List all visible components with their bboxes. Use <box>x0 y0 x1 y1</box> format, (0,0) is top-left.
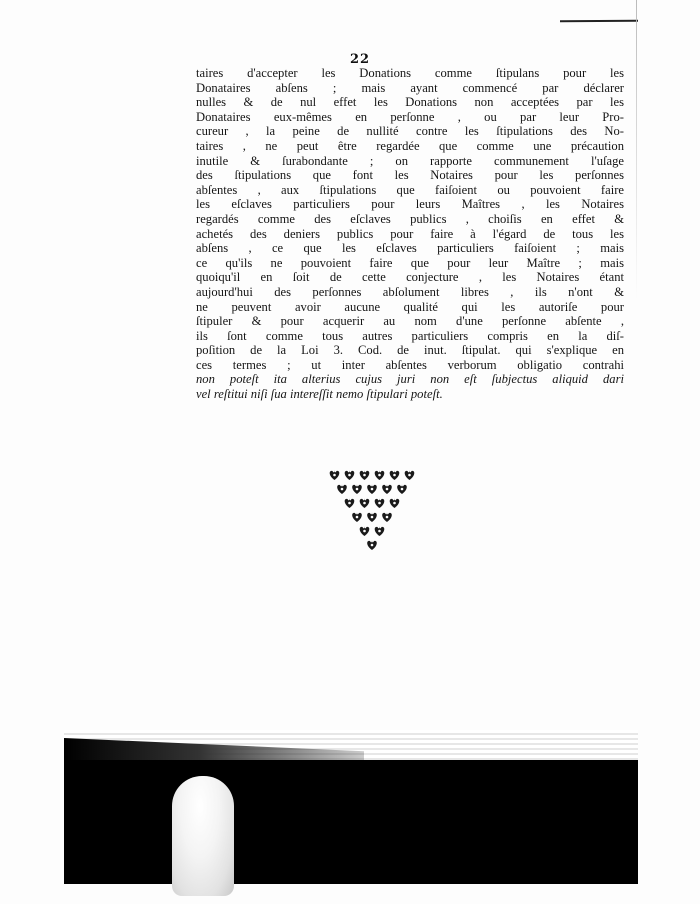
fleuron-leaf-icon <box>405 470 415 480</box>
text-line: abſentes , aux ſtipulations que faiſoient ou pouvoient faire <box>196 182 624 197</box>
page-edge-right <box>636 0 637 300</box>
fleuron-leaf-icon <box>352 512 362 522</box>
text-line: Donataires eux-mêmes en perſonne , ou par leur Pro- <box>196 109 624 124</box>
text-line: poſition de la Loi 3. Cod. de inut. ſtipulat. qui s'explique en <box>196 343 624 358</box>
page-number: 22 <box>349 52 371 67</box>
fleuron-leaf-icon <box>390 498 400 508</box>
text-line: Donataires abſens ; mais ayant commencé par déclarer <box>196 80 624 95</box>
fleuron-leaf-icon <box>345 470 355 480</box>
text-line: nulles & de nul effet les Donations non acceptées par les <box>196 95 624 110</box>
fleuron-leaf-icon <box>367 512 377 522</box>
text-line: des ſtipulations que font les Notaires pour les perſonnes <box>196 168 624 183</box>
text-line: abſens , ce que les eſclaves particuliers faiſoient ; mais <box>196 241 624 256</box>
text-line: cureur , la peine de nullité contre les ſtipulations des No- <box>196 124 624 139</box>
fleuron-leaf-icon <box>382 484 392 494</box>
fleuron-leaf-icon <box>367 540 377 550</box>
fleuron-leaf-icon <box>382 512 392 522</box>
text-line: taires d'accepter les Donations comme ſtipulans pour les <box>196 66 624 80</box>
text-line: ne peuvent avoir aucune qualité qui les autoriſe pour <box>196 299 624 314</box>
text-line: aujourd'hui des perſonnes abſolument libres , ils n'ont & <box>196 284 624 299</box>
text-line: ſtipuler & pour acquerir au nom d'une perſonne abſente , <box>196 314 624 329</box>
text-line: achetés des deniers publics pour faire à l'égard de tous les <box>196 226 624 241</box>
text-line: les eſclaves particuliers pour leurs Maîtres , les Notaires <box>196 197 624 212</box>
page-edge-top <box>560 20 638 23</box>
fleuron-leaf-icon <box>390 470 400 480</box>
text-line-latin-quote: non poteſt ita alterius cujus juri non eſt ſubjectus aliquid dari <box>196 372 624 387</box>
body-text <box>196 66 624 402</box>
text-line-latin-quote: vel reſtitui niſi ſua intereſſit nemo ſtipulari poteſt. <box>196 387 443 402</box>
fleuron-leaf-icon <box>360 470 370 480</box>
fleuron-leaf-icon <box>397 484 407 494</box>
text-line: regardés comme des eſclaves publics , choiſis en effet & <box>196 211 624 226</box>
text-line: quoiqu'il en ſoit de cette conjecture , les Notaires étant <box>196 270 624 285</box>
text-line: ce qu'ils ne pouvoient faire que pour leur Maître ; mais <box>196 255 624 270</box>
fleuron-leaf-icon <box>375 526 385 536</box>
fleuron-leaf-icon <box>375 470 385 480</box>
text-line-latin-quote: ces termes ; ut inter abſentes verborum obligatio contrahi <box>196 357 624 372</box>
fleuron-leaf-icon <box>360 526 370 536</box>
fleuron-leaf-icon <box>367 484 377 494</box>
fleuron-leaf-icon <box>352 484 362 494</box>
fleuron-leaf-icon <box>360 498 370 508</box>
fleuron-leaf-icon <box>330 470 340 480</box>
holding-thumb <box>172 776 234 896</box>
text-line: ils ſont comme tous autres particuliers compris en la diſ- <box>196 328 624 343</box>
fleuron-leaf-icon <box>345 498 355 508</box>
fleuron-leaf-icon <box>337 484 347 494</box>
scan-background <box>64 760 638 884</box>
text-line: inutile & ſurabondante ; on rapporte communement l'uſage <box>196 153 624 168</box>
fleuron-ornament-icon <box>322 464 422 564</box>
text-line: taires , ne peut être regardée que comme une précaution <box>196 138 624 153</box>
fleuron-leaf-icon <box>375 498 385 508</box>
